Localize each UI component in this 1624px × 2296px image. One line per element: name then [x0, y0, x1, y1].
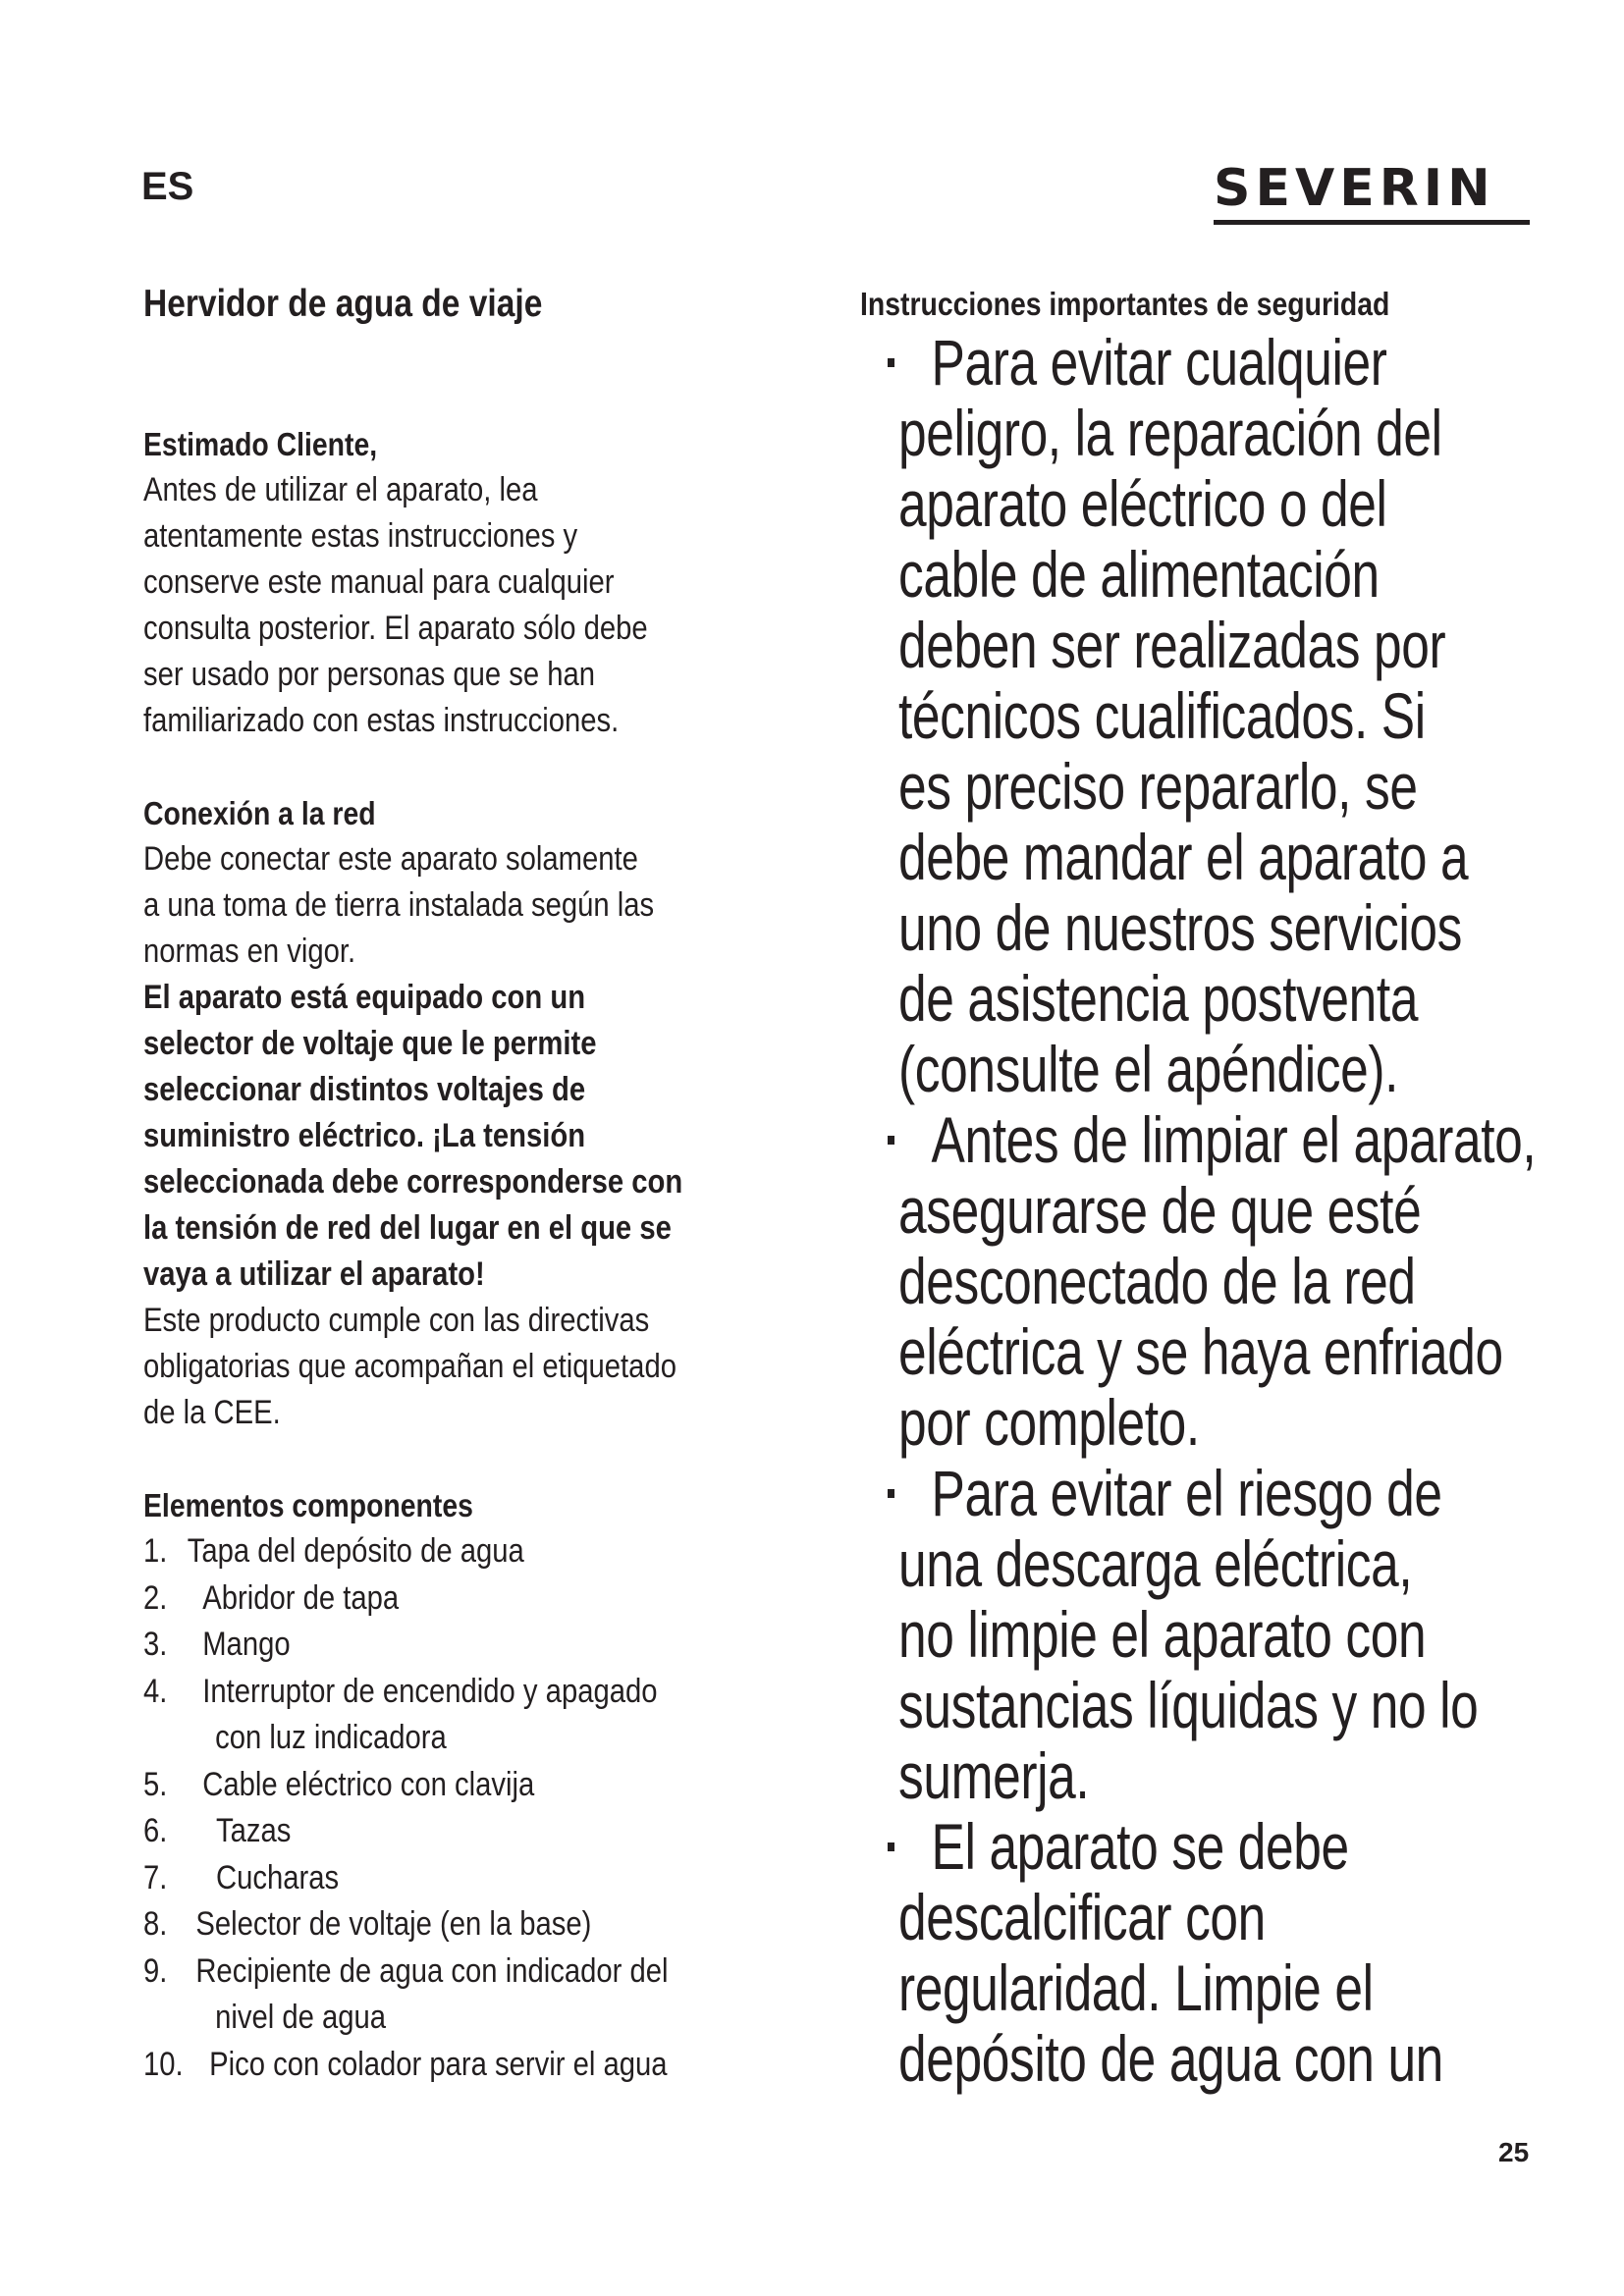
- list-item: 8. Selector de voltaje (en la base): [143, 1905, 592, 1943]
- paragraph-line: normas en vigor.: [143, 933, 356, 970]
- list-item: 1. Tapa del depósito de agua: [143, 1532, 524, 1570]
- list-item-continuation: nivel de agua: [215, 1999, 387, 2036]
- paragraph-line: obligatorias que acompañan el etiquetado: [143, 1348, 677, 1385]
- paragraph-line: de la CEE.: [143, 1394, 281, 1431]
- safety-line: es preciso repararlo, se: [898, 750, 1418, 823]
- page-number: 25: [1498, 2137, 1530, 2167]
- safety-line: uno de nuestros servicios: [898, 891, 1463, 964]
- left-column: [143, 282, 811, 2088]
- safety-line: sumerja.: [898, 1739, 1090, 1812]
- safety-line: descalcificar con: [898, 1881, 1266, 1953]
- safety-item: [860, 1811, 1587, 2094]
- safety-line: peligro, la reparación del: [898, 397, 1442, 469]
- list-item: 3. Mango: [143, 1626, 291, 1663]
- list-item: 9. Recipiente de agua con indicador del: [143, 1951, 669, 1990]
- safety-line: eléctrica y se haya enfriado: [898, 1315, 1503, 1388]
- paragraph-line: conserve este manual para cualquier: [143, 563, 615, 601]
- safety-line: cable de alimentación: [898, 538, 1380, 611]
- connection-section: [143, 790, 811, 1436]
- voltage-warning-line: la tensión de red del lugar en el que se: [143, 1209, 672, 1247]
- list-item: 10. Pico con colador para servir el agua: [143, 2045, 668, 2083]
- safety-line: desconectado de la red: [898, 1245, 1416, 1317]
- safety-line: sustancias líquidas y no lo: [898, 1669, 1479, 1741]
- safety-line: depósito de agua con un: [898, 2022, 1443, 2095]
- safety-line: debe mandar el aparato a: [898, 821, 1469, 893]
- voltage-warning-line: vaya a utilizar el aparato!: [143, 1255, 485, 1293]
- safety-line: por completo.: [898, 1386, 1200, 1459]
- paragraph-line: ser usado por personas que se han: [143, 656, 596, 693]
- brand-underline: [1214, 220, 1530, 225]
- list-item: 5. Cable eléctrico con clavija: [143, 1765, 535, 1803]
- safety-line: aparato eléctrico o del: [898, 467, 1387, 540]
- components-section: [143, 1482, 811, 2088]
- safety-line: regularidad. Limpie el: [898, 1951, 1374, 2024]
- right-column: [860, 282, 1587, 2094]
- safety-line: asegurarse de que esté: [898, 1174, 1422, 1247]
- paragraph-line: Este producto cumple con las directivas: [143, 1302, 650, 1339]
- paragraph-line: Debe conectar este aparato solamente: [143, 840, 638, 878]
- safety-line: Para evitar el riesgo de: [931, 1457, 1442, 1529]
- list-item: 2. Abridor de tapa: [143, 1578, 400, 1617]
- connection-heading: Conexión a la red: [143, 795, 376, 831]
- brand-wordmark: SEVERIN: [1214, 159, 1495, 218]
- language-code: ES: [141, 165, 194, 208]
- safety-line: deben ser realizadas por: [898, 609, 1446, 681]
- safety-item: [860, 327, 1587, 1104]
- voltage-warning-line: seleccionada debe corresponderse con: [143, 1163, 683, 1201]
- paragraph-line: atentamente estas instrucciones y: [143, 517, 578, 555]
- list-item-continuation: con luz indicadora: [215, 1719, 447, 1756]
- safety-line: Para evitar cualquier: [931, 326, 1387, 399]
- list-item: 7. Cucharas: [143, 1858, 340, 1896]
- safety-line: una descarga eléctrica,: [898, 1527, 1413, 1600]
- page-title: Hervidor de agua de viaje: [143, 283, 543, 325]
- voltage-warning-line: selector de voltaje que le permite: [143, 1025, 597, 1062]
- voltage-warning-line: seleccionar distintos voltajes de: [143, 1071, 586, 1108]
- safety-line: (consulte el apéndice).: [898, 1033, 1398, 1105]
- safety-line: no limpie el aparato con: [898, 1598, 1427, 1671]
- components-heading: Elementos componentes: [143, 1487, 473, 1523]
- safety-heading: Instrucciones importantes de seguridad: [860, 286, 1390, 322]
- paragraph-line: familiarizado con estas instrucciones.: [143, 702, 620, 739]
- safety-line: Antes de limpiar el aparato,: [931, 1103, 1537, 1176]
- safety-item: [860, 1458, 1587, 1811]
- safety-item: [860, 1104, 1587, 1458]
- safety-line: El aparato se debe: [931, 1810, 1349, 1883]
- paragraph-line: a una toma de tierra instalada según las: [143, 886, 655, 924]
- list-item: 6. Tazas: [143, 1812, 292, 1849]
- greeting-section: [143, 421, 811, 744]
- list-item: 4. Interruptor de encendido y apagado: [143, 1672, 658, 1710]
- brand-logo: [1214, 159, 1532, 225]
- paragraph-line: consulta posterior. El aparato sólo debe: [143, 610, 648, 647]
- voltage-warning-line: suministro eléctrico. ¡La tensión: [143, 1117, 586, 1154]
- safety-line: técnicos cualificados. Si: [898, 679, 1426, 752]
- safety-line: de asistencia postventa: [898, 962, 1419, 1035]
- greeting-heading: Estimado Cliente,: [143, 426, 378, 462]
- voltage-warning-line: El aparato está equipado con un: [143, 979, 586, 1016]
- paragraph-line: Antes de utilizar el aparato, lea: [143, 471, 538, 508]
